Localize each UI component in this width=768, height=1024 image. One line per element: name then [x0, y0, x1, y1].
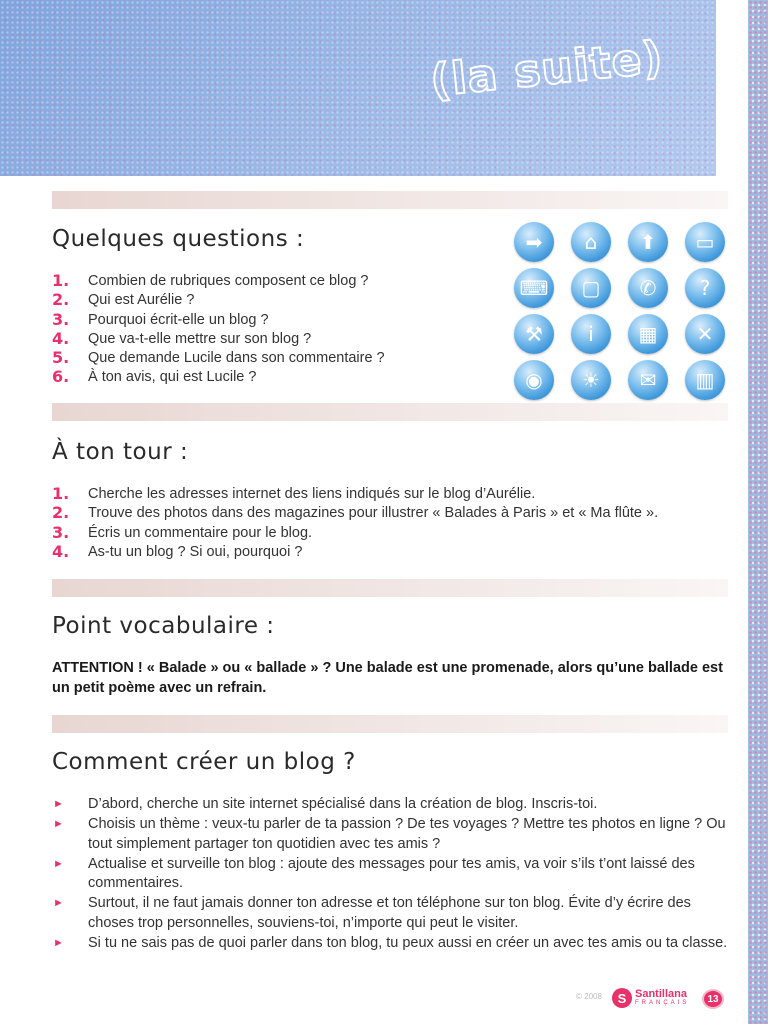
- item-text: Actualise et surveille ton blog : ajoute des messages pour tes amis, va voir s’ils t’ont laissé des commentaires.: [88, 855, 695, 891]
- item-text: Qui est Aurélie ?: [88, 292, 195, 309]
- section-title-vocabulaire: Point vocabulaire :: [52, 613, 275, 639]
- item-text: Écris un commentaire pour le blog.: [88, 524, 313, 541]
- vocabulary-note: ATTENTION ! « Balade » ou « ballade » ? Une balade est une promenade, alors qu’une ballade est un petit poème avec un refrain.: [52, 660, 723, 696]
- item-text: Choisis un thème : veux-tu parler de ta passion ? De tes voyages ? Mettre tes photos en ligne ? Ou tout simplement partager ton quotidien avec tes amis ?: [88, 816, 726, 852]
- copyright: © 2008: [576, 992, 602, 1001]
- section-bar: [52, 191, 728, 209]
- item-text: Cherche les adresses internet des liens indiqués sur le blog d’Aurélie.: [88, 486, 536, 502]
- bullet-arrow-icon: ►: [53, 936, 64, 949]
- item-text: D’abord, cherche un site internet spécialisé dans la création de blog. Inscris-toi.: [88, 796, 598, 812]
- header-title: (la suite): [428, 31, 667, 108]
- decorative-side-strip: [748, 0, 768, 1024]
- section-title-creer-blog: Comment créer un blog ?: [52, 749, 356, 775]
- item-text: Surtout, il ne faut jamais donner ton adresse et ton téléphone sur ton blog. Évite d’y écrire des choses trop personnelles, souviens-toi, n’importe qui peut le visiter.: [88, 895, 691, 931]
- item-text: Que demande Lucile dans son commentaire ?: [88, 350, 385, 367]
- camera-icon: ◉: [514, 360, 554, 400]
- logo-brand: Santillana: [635, 988, 687, 1000]
- icon-grid: [514, 222, 722, 400]
- item-number: 2.: [52, 290, 70, 310]
- section-bar: [52, 403, 728, 421]
- item-number: 6.: [52, 367, 70, 387]
- list-item: [52, 894, 732, 933]
- create-blog-list: [52, 795, 732, 954]
- monitor-icon: ▢: [571, 268, 611, 308]
- item-number: 4.: [52, 328, 70, 348]
- list-item: [52, 934, 732, 954]
- item-number: 4.: [52, 541, 70, 561]
- lightbulb-icon: ☀: [571, 360, 611, 400]
- bullet-arrow-icon: ►: [53, 798, 64, 810]
- page-number: 13: [702, 989, 724, 1009]
- list-item: [52, 815, 732, 854]
- section-bar: [52, 579, 728, 597]
- phone-icon: ✆: [628, 268, 668, 308]
- item-text: À ton avis, qui est Lucile ?: [88, 369, 257, 386]
- mail-icon: ✉: [628, 360, 668, 400]
- item-number: 3.: [52, 522, 70, 542]
- item-text: Que va-t-elle mettre sur son blog ?: [88, 330, 312, 347]
- section-bar: [52, 715, 728, 733]
- home-icon: ⌂: [571, 222, 611, 262]
- bullet-arrow-icon: ►: [53, 818, 64, 830]
- info-icon: i: [571, 314, 611, 354]
- arrow-right-icon: ➡: [514, 222, 554, 262]
- item-text: As-tu un blog ? Si oui, pourquoi ?: [88, 543, 303, 560]
- item-text: Trouve des photos dans des magazines pour illustrer « Balades à Paris » et « Ma flûte ».: [88, 505, 659, 522]
- help-icon: ?: [685, 268, 725, 308]
- arrow-up-icon: ⬆: [628, 222, 668, 262]
- item-number: 3.: [52, 309, 70, 329]
- folder-icon: ▭: [685, 222, 725, 262]
- item-number: 5.: [52, 348, 70, 368]
- item-number: 2.: [52, 503, 70, 523]
- item-text: Si tu ne sais pas de quoi parler dans ton blog, tu peux aussi en créer un avec tes amis ou ta classe.: [88, 934, 728, 951]
- logo-mark: S: [612, 988, 632, 1008]
- close-icon: ✕: [685, 314, 725, 354]
- item-text: Combien de rubriques composent ce blog ?: [88, 273, 369, 289]
- bullet-arrow-icon: ►: [53, 897, 64, 909]
- list-item: [52, 795, 732, 815]
- logo-subtitle: FRANÇAIS: [635, 1000, 690, 1006]
- header-banner: [0, 0, 716, 176]
- item-number: 1.: [52, 484, 70, 503]
- section-title-ton-tour: À ton tour :: [52, 439, 189, 465]
- bullet-arrow-icon: ►: [53, 857, 64, 870]
- wrench-icon: ⚒: [514, 314, 554, 354]
- calculator-icon: ▦: [628, 314, 668, 354]
- item-number: 1.: [52, 271, 70, 290]
- item-text: Pourquoi écrit-elle un blog ?: [88, 311, 269, 328]
- list-item: [52, 855, 732, 894]
- keyboard-icon: ⌨: [514, 268, 554, 308]
- section-title-questions: Quelques questions :: [52, 226, 305, 252]
- trash-icon: ▥: [685, 360, 725, 400]
